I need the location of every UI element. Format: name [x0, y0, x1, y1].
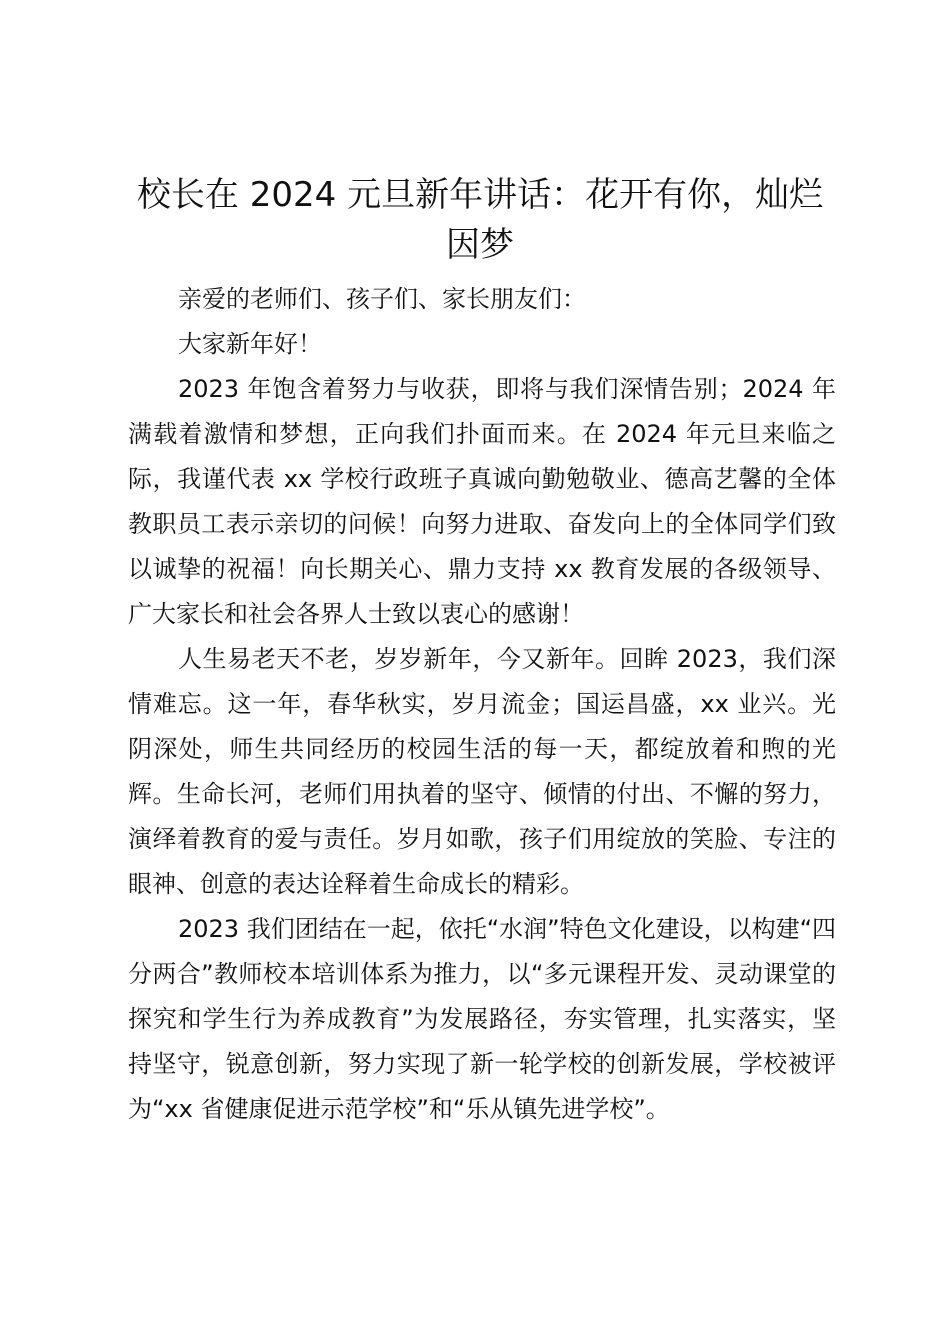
salutation-paragraph: 亲爱的老师们、孩子们、家长朋友们： [178, 285, 586, 313]
body-paragraph: 2023 年饱含着努力与收获，即将与我们深情告别；2024 年满载着激情和梦想，正向我们扑面而来。在 2024 年元旦来临之际，我谨代表 xx 学校行政班子真诚向勤勉敬业、德高艺馨的全体教职员工表示亲切的问候！向努力进取、奋发向上的全体同学们致以诚挚的祝福！向长期关心、鼎力支持 xx 教育发展的各级领导、广大家长和社会各界人士致以衷心的感谢！ [128, 375, 836, 628]
greeting-paragraph: 大家新年好！ [178, 330, 322, 358]
document-title: 校长在 2024 元旦新年讲话：花开有你，灿烂因梦 [136, 175, 824, 265]
body-paragraph: 2023 我们团结在一起，依托“水润”特色文化建设，以构建“四分两合”教师校本培训体系为推力，以“多元课程开发、灵动课堂的探究和学生行为养成教育”为发展路径，夯实管理，扎实落实，坚持坚守，锐意创新，努力实现了新一轮学校的创新发展，学校被评为“xx 省健康促进示范学校”和“乐从镇先进学校”。 [128, 915, 837, 1123]
document-body [128, 277, 836, 1132]
body-paragraph: 人生易老天不老，岁岁新年，今又新年。回眸 2023，我们深情难忘。这一年，春华秋实，岁月流金；国运昌盛，xx 业兴。光阴深处，师生共同经历的校园生活的每一天，都绽放着和煦的光辉。生命长河，老师们用执着的坚守、倾情的付出、不懈的努力，演绎着教育的爱与责任。岁月如歌，孩子们用绽放的笑脸、专注的眼神、创意的表达诠释着生命成长的精彩。 [128, 645, 836, 898]
